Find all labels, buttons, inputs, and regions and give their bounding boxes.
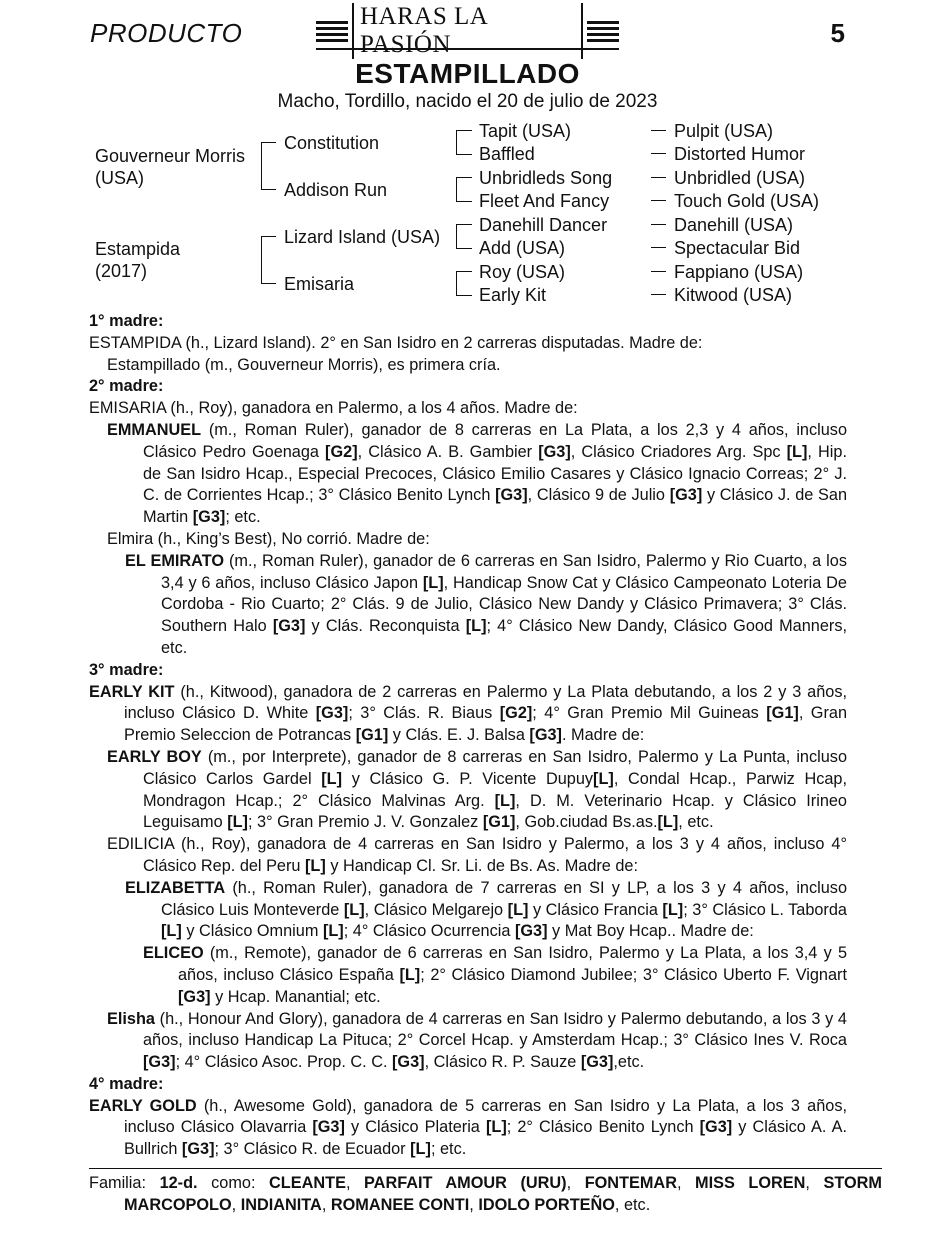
horse-description: Macho, Tordillo, nacido el 20 de julio de 2023: [277, 91, 658, 112]
pedigree-gen2: Lizard Island (USA): [284, 227, 441, 247]
pedigree-gen4: Distorted Humor: [674, 144, 806, 164]
entry: Elisha (h., Honour And Glory), ganadora de 4 carreras en San Isidro y Palermo debutando, a los 3 y 4 años, incluso Handicap La Pituca; 2° Corcel Hcap. y Amsterdam Hcap.; 3° Clásico Ines V. Roca [G3]; 4° Clásico Asoc. Prop. C. C. [G3], Clásico R. P. Sauze [G3],etc.: [107, 1009, 847, 1072]
brand-logo: [316, 3, 619, 58]
entry: EMMANUEL (m., Roman Ruler), ganador de 8 carreras en La Plata, a los 2,3 y 4 años, incluso Clásico Pedro Goenaga [G2], Clásico A. B. Gambier [G3], Clásico Criadores Arg. Spc [L], Hip. de San Isidro Hcap., Especial Precoces, Clásico Emilio Casares y Clásico Ignacio Correas; 2° J. C. de Corrientes Hcap.; 3° Clásico Benito Lynch [G3], Clásico 9 de Julio [G3] y Clásico J. de San Martin [G3]; etc.: [107, 420, 847, 527]
entry: EL EMIRATO (m., Roman Ruler), ganador de 6 carreras en San Isidro, Palermo y Rio Cuarto, a los 3,4 y 6 años, incluso Clásico Japon [L], Handicap Snow Cat y Clásico Campeonato Loteria De Cordoba - Rio Cuarto; 2° Clás. 9 de Julio, Clásico New Dandy y Clásico Primavera; 3° Clás. Southern Halo [G3] y Clás. Reconquista [L]; 4° Clásico New Dandy, Clásico Good Manners, etc.: [125, 551, 847, 657]
entry: EARLY GOLD (h., Awesome Gold), ganadora de 5 carreras en San Isidro y La Plata, a los 3 años, incluso Clásico Olavarria [G3] y Clásico Plateria [L]; 2° Clásico Benito Lynch [G3] y Clásico A. A. Bullrich [G3]; 3° Clásico R. de Ecuador [L]; etc.: [89, 1096, 847, 1159]
pedigree-gen3: Add (USA): [479, 238, 566, 258]
heading-3rd-dam: 3° madre:: [89, 660, 164, 679]
section-label: PRODUCTO: [90, 18, 243, 48]
horse-name: ESTAMPILLADO: [355, 58, 580, 89]
pedigree-gen2: Constitution: [284, 133, 380, 153]
entry: ELICEO (m., Remote), ganador de 6 carreras en San Isidro, Palermo y La Plata, a los 3,4 y 5 años, incluso Clásico España [L]; 2° Clásico Diamond Jubilee; 3° Clásico Uberto F. Vignart [G3] y Hcap. Manantial; etc.: [143, 944, 847, 1006]
pedigree-gen4: Touch Gold (USA): [674, 191, 820, 211]
heading-1st-dam: 1° madre:: [89, 312, 164, 330]
entry: EMISARIA (h., Roy), ganadora en Palermo, a los 4 años. Madre de:: [89, 399, 578, 418]
pedigree-gen3: Fleet And Fancy: [479, 191, 610, 211]
pedigree-gen4: Pulpit (USA): [674, 121, 774, 141]
pedigree-sire: Gouverneur Morris (USA): [95, 146, 246, 188]
entry: Estampillado (m., Gouverneur Morris), es primera cría.: [107, 355, 501, 374]
female-family-text: [89, 311, 847, 1161]
heading-2nd-dam: 2° madre:: [89, 377, 164, 396]
pedigree-gen3: Roy (USA): [479, 262, 566, 282]
pedigree-gen3: Unbridleds Song: [479, 168, 613, 188]
page-number: 5: [830, 18, 845, 48]
pedigree-gen3: Early Kit: [479, 285, 547, 305]
heading-4th-dam: 4° madre:: [89, 1074, 164, 1093]
pedigree-gen2: Emisaria: [284, 274, 355, 294]
pedigree-gen2: Addison Run: [284, 180, 388, 200]
right-bars-icon: [587, 21, 619, 42]
left-bars-icon: [316, 21, 348, 42]
entry: ESTAMPIDA (h., Lizard Island). 2° en San Isidro en 2 carreras disputadas. Madre de:: [89, 333, 703, 352]
pedigree-gen4: Unbridled (USA): [674, 168, 806, 188]
brand-title: HARAS LA PASIÓN: [352, 3, 583, 59]
entry: EARLY BOY (m., por Interprete), ganador de 8 carreras en San Isidro, Palermo y La Punta, incluso Clásico Carlos Gardel [L] y Clásico G. P. Vicente Dupuy[L], Condal Hcap., Parwiz Hcap, Mondragon Hcap.; 2° Clásico Malvinas Arg. [L], D. M. Veterinario Hcap. y Clásico Irineo Leguisamo [L]; 3° Gran Premio J. V. Gonzalez [G1], Gob.ciudad Bs.as.[L], etc.: [107, 747, 848, 832]
entry: Elmira (h., King’s Best), No corrió. Madre de:: [107, 529, 430, 548]
pedigree-gen3: Baffled: [479, 144, 535, 164]
entry: EARLY KIT (h., Kitwood), ganadora de 2 carreras en Palermo y La Plata debutando, a los 2 y 3 años, incluso Clásico D. White [G3]; 3° Clás. R. Biaus [G2]; 4° Gran Premio Mil Guineas [G1], Gran Premio Seleccion de Potrancas [G1] y Clás. E. J. Balsa [G3]. Madre de:: [89, 682, 847, 745]
pedigree-gen4: Fappiano (USA): [674, 262, 804, 282]
pedigree-gen3: Danehill Dancer: [479, 215, 608, 235]
pedigree-gen3: Tapit (USA): [479, 121, 572, 141]
pedigree-gen4: Danehill (USA): [674, 215, 794, 235]
entry: EDILICIA (h., Roy), ganadora de 4 carreras en San Isidro y Palermo, a los 3 y 4 años, incluso 4° Clásico Rep. del Peru [L] y Handicap Cl. Sr. Li. de Bs. As. Madre de:: [107, 835, 847, 875]
pedigree-gen4: Kitwood (USA): [674, 285, 793, 305]
family-line: Familia: 12-d. como: CLEANTE, PARFAIT AMOUR (URU), FONTEMAR, MISS LOREN, STORM MARCOPOLO, INDIANITA, ROMANEE CONTI, IDOLO PORTEÑO, etc.: [89, 1168, 882, 1216]
entry: ELIZABETTA (h., Roman Ruler), ganadora de 7 carreras en SI y LP, a los 3 y 4 años, incluso Clásico Luis Monteverde [L], Clásico Melgarejo [L] y Clásico Francia [L]; 3° Clásico L. Taborda [L] y Clásico Omnium [L]; 4° Clásico Ocurrencia [G3] y Mat Boy Hcap.. Madre de:: [125, 878, 847, 941]
pedigree-gen4: Spectacular Bid: [674, 238, 801, 258]
pedigree-dam: Estampida (2017): [95, 239, 181, 281]
